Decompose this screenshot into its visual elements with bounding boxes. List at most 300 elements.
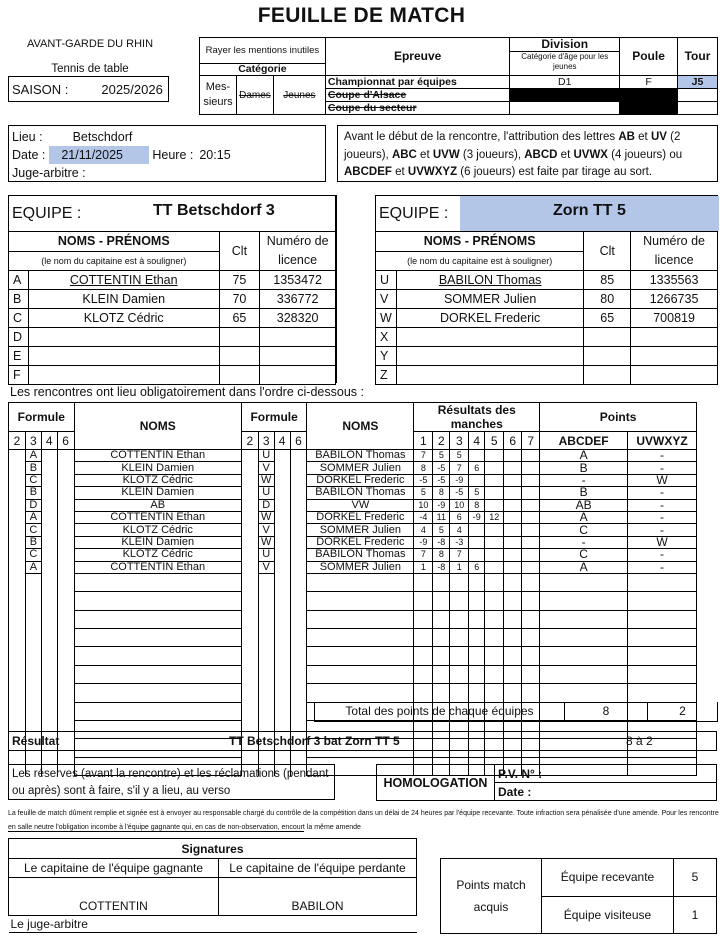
match-row (9, 524, 697, 536)
set-score[interactable]: -8 (433, 536, 450, 548)
formule-col-away: 4 (274, 432, 290, 450)
set-score[interactable] (522, 561, 540, 573)
formule-col-home: 4 (41, 432, 57, 450)
set-score[interactable] (485, 561, 504, 573)
player-licence[interactable]: 700819 (631, 309, 718, 328)
match-row (9, 450, 697, 462)
formule-header-away: Formule (241, 403, 307, 432)
set-score[interactable] (522, 511, 540, 523)
away-team-panel (375, 195, 718, 383)
match-row (9, 665, 697, 683)
player-clt[interactable] (219, 366, 260, 385)
home-letter[interactable]: A (25, 561, 41, 573)
player-clt[interactable] (219, 347, 260, 366)
formule-col-home: 2 (9, 432, 26, 450)
set-score[interactable] (504, 536, 522, 548)
season-box (8, 76, 169, 102)
points-home[interactable]: C (540, 549, 628, 561)
away-player[interactable]: DORKEL Frederic (307, 511, 414, 523)
set-score[interactable]: 5 (414, 487, 433, 499)
signatures-table (8, 838, 417, 933)
set-score[interactable]: 7 (414, 450, 433, 462)
set-score[interactable]: 10 (414, 499, 433, 511)
result-score: 8 à 2 (626, 734, 653, 748)
set-col-header: 4 (469, 432, 485, 450)
winner-captain-label: Le capitaine de l'équipe gagnante (9, 859, 219, 878)
set-score[interactable] (504, 561, 522, 573)
player-row (376, 309, 718, 328)
noms-header: NOMS - PRÉNOMS (376, 232, 584, 252)
noms-header: NOMS - PRÉNOMS (9, 232, 220, 252)
player-clt[interactable] (219, 328, 260, 347)
match-row (9, 592, 697, 610)
clt-header: Clt (219, 232, 260, 271)
home-letter[interactable]: C (25, 474, 41, 486)
cat-jeunes[interactable]: Jeunes (273, 76, 325, 115)
home-label: Équipe recevante (542, 859, 674, 897)
epreuve-coupe-secteur: Coupe du secteur (325, 102, 510, 115)
set-col-header: 1 (414, 432, 433, 450)
home-letter[interactable]: B (25, 487, 41, 499)
formule-col-home: 6 (57, 432, 74, 450)
set-score[interactable] (469, 450, 485, 462)
set-score[interactable]: 6 (450, 511, 469, 523)
set-score[interactable]: 11 (433, 511, 450, 523)
poule-header: Poule (620, 38, 678, 76)
date-value[interactable]: 21/11/2025 (49, 146, 149, 164)
match-row (9, 629, 697, 647)
set-score[interactable]: 4 (414, 524, 433, 536)
set-score[interactable] (485, 487, 504, 499)
set-score[interactable] (485, 524, 504, 536)
set-score[interactable]: 4 (450, 524, 469, 536)
player-licence[interactable]: 1335563 (631, 271, 718, 290)
result-box (8, 731, 717, 751)
noms-sub: (le nom du capitaine est à souligner) (9, 251, 220, 271)
player-row (376, 328, 718, 347)
points-away[interactable]: - (628, 511, 697, 523)
points-match-label: Points match acquis (441, 859, 542, 934)
set-score[interactable] (522, 536, 540, 548)
season-label: SAISON : (12, 81, 69, 97)
away-letter[interactable]: D (258, 499, 274, 511)
home-team-name[interactable]: TT Betschdorf 3 (153, 202, 275, 219)
points-home[interactable]: B (540, 487, 628, 499)
set-score[interactable]: 8 (433, 487, 450, 499)
equipe-label: EQUIPE : (379, 204, 449, 222)
points-away[interactable]: - (628, 499, 697, 511)
player-row (376, 366, 718, 385)
set-score[interactable] (485, 450, 504, 462)
player-row (9, 328, 336, 347)
formule-col-away: 6 (290, 432, 307, 450)
player-row (376, 347, 718, 366)
player-clt[interactable]: 70 (219, 290, 260, 309)
player-row (9, 271, 336, 290)
categorie-header: Catégorie (200, 64, 326, 76)
cat-dames[interactable]: Dames (236, 76, 273, 115)
away-letter[interactable]: W (258, 474, 274, 486)
home-letter[interactable]: A (25, 450, 41, 462)
points-away[interactable]: - (628, 462, 697, 474)
epreuve-coupe-alsace: Coupe d'Alsace (325, 89, 510, 102)
blocked-cell (620, 89, 678, 102)
total-away: 2 (648, 702, 718, 721)
match-row (9, 561, 697, 573)
home-team-table (8, 195, 336, 385)
formule-col-home: 3 (25, 432, 41, 450)
set-col-header: 3 (450, 432, 469, 450)
away-points[interactable]: 1 (674, 896, 717, 934)
away-team-table (375, 195, 718, 385)
player-clt[interactable]: 85 (584, 271, 631, 290)
set-score[interactable]: 8 (433, 549, 450, 561)
set-score[interactable] (522, 549, 540, 561)
set-score[interactable] (504, 474, 522, 486)
reserves-note: Les réserves (avant la rencontre) et les réclamations (pendant ou après) sont à faire, s'il y a lieu, au verso (8, 764, 335, 800)
match-row (9, 474, 697, 486)
blocked-cell (620, 102, 678, 115)
points-header: Points (540, 403, 697, 432)
match-row (9, 647, 697, 665)
blocked-cell (510, 89, 620, 102)
result-text: TT Betschdorf 3 bat Zorn TT 5 (229, 734, 400, 748)
empty-cell (678, 89, 718, 102)
home-player[interactable]: KLOTZ Cédric (74, 474, 241, 486)
noms-header-home: NOMS (74, 403, 241, 450)
empty-cell (678, 102, 718, 115)
match-row (9, 462, 697, 474)
player-licence[interactable] (260, 347, 336, 366)
signatures-title: Signatures (9, 839, 417, 859)
set-score[interactable] (485, 474, 504, 486)
rayer-note: Rayer les mentions inutiles (200, 38, 326, 64)
player-row (9, 347, 336, 366)
set-score[interactable] (504, 511, 522, 523)
player-licence[interactable]: 336772 (260, 290, 336, 309)
home-letter[interactable]: B (25, 462, 41, 474)
epreuve-championnat: Championnat par équipes (325, 76, 510, 89)
equipe-label: EQUIPE : (12, 204, 82, 222)
player-licence[interactable] (631, 328, 718, 347)
points-home[interactable]: - (540, 536, 628, 548)
set-score[interactable] (522, 462, 540, 474)
away-player[interactable]: SOMMER Julien (307, 561, 414, 573)
points-home[interactable]: B (540, 462, 628, 474)
set-score[interactable] (469, 536, 485, 548)
match-row (9, 610, 697, 628)
set-score[interactable]: 7 (414, 549, 433, 561)
away-player[interactable]: BABILON Thomas (307, 549, 414, 561)
away-letter[interactable]: V (258, 462, 274, 474)
set-score[interactable]: 8 (469, 499, 485, 511)
player-letter: Z (376, 366, 397, 385)
set-score[interactable]: -3 (450, 536, 469, 548)
away-player[interactable]: VW (307, 499, 414, 511)
loser-captain-label: Le capitaine de l'équipe perdante (219, 859, 417, 878)
points-away[interactable]: - (628, 524, 697, 536)
sport-label: Tennis de table (51, 63, 129, 75)
set-score[interactable] (504, 499, 522, 511)
set-score[interactable] (504, 549, 522, 561)
player-licence[interactable] (260, 328, 336, 347)
clt-header: Clt (584, 232, 631, 271)
order-note: Les rencontres ont lieu obligatoirement dans l'ordre ci-dessous : (10, 385, 364, 399)
set-score[interactable] (485, 499, 504, 511)
homologation-date-label[interactable]: Date : (495, 783, 717, 801)
set-score[interactable] (522, 499, 540, 511)
club-name: AVANT-GARDE DU RHIN (26, 38, 154, 50)
player-letter: U (376, 271, 397, 290)
set-score[interactable] (522, 524, 540, 536)
match-row (9, 573, 697, 591)
player-licence[interactable]: 1266735 (631, 290, 718, 309)
home-player[interactable]: COTTENTIN Ethan (74, 511, 241, 523)
player-row (9, 309, 336, 328)
points-away[interactable]: - (628, 487, 697, 499)
away-letter[interactable]: V (258, 561, 274, 573)
points-home[interactable]: C (540, 524, 628, 536)
away-player[interactable]: SOMMER Julien (307, 524, 414, 536)
away-team-name[interactable]: Zorn TT 5 (553, 202, 626, 219)
away-label: Équipe visiteuse (542, 896, 674, 934)
player-licence[interactable]: 1353472 (260, 271, 336, 290)
player-letter: W (376, 309, 397, 328)
set-score[interactable] (504, 524, 522, 536)
match-row (9, 511, 697, 523)
set-score[interactable] (469, 524, 485, 536)
winner-signature[interactable]: COTTENTIN (9, 878, 219, 916)
set-score[interactable] (485, 462, 504, 474)
player-letter: V (376, 290, 397, 309)
set-score[interactable] (504, 487, 522, 499)
player-clt[interactable] (584, 328, 631, 347)
player-name[interactable]: BABILON Thomas (438, 273, 542, 287)
set-score[interactable]: 10 (450, 499, 469, 511)
set-score[interactable]: 7 (450, 462, 469, 474)
noms-header-away: NOMS (307, 403, 414, 450)
player-row (376, 271, 718, 290)
set-col-header: 6 (504, 432, 522, 450)
player-name[interactable]: COTTENTIN Ethan (69, 273, 178, 287)
away-player[interactable]: BABILON Thomas (307, 487, 414, 499)
away-letter[interactable]: W (258, 511, 274, 523)
season-value[interactable]: 2025/2026 (101, 81, 163, 97)
licence-header: Numéro de licence (260, 232, 336, 271)
set-score[interactable]: 1 (414, 561, 433, 573)
loser-signature[interactable]: BABILON (219, 878, 417, 916)
set-score[interactable] (469, 474, 485, 486)
set-score[interactable]: -4 (414, 511, 433, 523)
home-letter[interactable]: C (25, 524, 41, 536)
points-home[interactable]: A (540, 511, 628, 523)
player-clt[interactable]: 75 (219, 271, 260, 290)
venue-box (8, 125, 326, 182)
player-name[interactable]: KLEIN Damien (82, 292, 166, 306)
home-player[interactable]: AB (74, 499, 241, 511)
away-player[interactable]: DORKEL Frederic (307, 474, 414, 486)
set-score[interactable]: 5 (433, 524, 450, 536)
resultats-header: Résultats des manches (414, 403, 540, 432)
home-player[interactable]: KLEIN Damien (74, 536, 241, 548)
set-score[interactable]: 8 (414, 462, 433, 474)
points-away[interactable]: - (628, 561, 697, 573)
points-away-header: UVWXYZ (628, 432, 697, 450)
player-clt[interactable] (584, 366, 631, 385)
set-score[interactable]: -8 (433, 561, 450, 573)
set-score[interactable] (522, 450, 540, 462)
away-player[interactable]: DORKEL Frederic (307, 536, 414, 548)
home-points[interactable]: 5 (674, 859, 717, 897)
poule-value[interactable]: F (620, 76, 678, 89)
set-score[interactable]: -9 (450, 474, 469, 486)
points-away[interactable]: - (628, 549, 697, 561)
noms-sub: (le nom du capitaine est à souligner) (376, 251, 584, 271)
result-label: Résultat (12, 734, 60, 748)
player-name[interactable]: KLOTZ Cédric (83, 311, 164, 325)
lieu-value[interactable]: Betschdorf (72, 130, 133, 144)
tour-header: Tour (678, 38, 718, 76)
home-team-panel (8, 195, 337, 383)
away-player[interactable]: BABILON Thomas (307, 450, 414, 462)
points-home[interactable]: A (540, 450, 628, 462)
away-letter[interactable]: U (258, 450, 274, 462)
set-score[interactable]: -5 (433, 462, 450, 474)
points-home[interactable]: AB (540, 499, 628, 511)
set-score[interactable] (504, 462, 522, 474)
letter-attribution-note: Avant le début de la rencontre, l'attribution des lettres AB et UV (2 joueurs), ABC et UVW (3 joueurs), ABCD et UVWX (4 joueurs) ou ABCDEF et UVWXYZ (6 joueurs) est faite par tirage au sort. (337, 125, 718, 182)
home-letter[interactable]: C (25, 549, 41, 561)
match-row (9, 487, 697, 499)
set-score[interactable]: 5 (469, 487, 485, 499)
set-score[interactable]: 5 (450, 450, 469, 462)
fine-print: La feuille de match dûment remplie et signée est à envoyer au responsable chargé du contrôle de la compétition dans un délai de 24 heures par l'équipe recevante. Toute infraction sera pénalisée d'une amende. Pour les rencontre en salle neutre l'obligation incombe à l'équipe gagnante qui, en cas de non-observation, encourt la même amende (8, 810, 719, 831)
home-letter[interactable]: D (25, 499, 41, 511)
set-score[interactable]: 12 (485, 511, 504, 523)
set-score[interactable]: -5 (433, 474, 450, 486)
player-letter: Y (376, 347, 397, 366)
player-row (9, 366, 336, 385)
match-row (9, 549, 697, 561)
page-title: FEUILLE DE MATCH (257, 4, 466, 27)
home-letter[interactable]: A (25, 511, 41, 523)
competition-header (199, 37, 718, 115)
player-name[interactable]: DORKEL Frederic (440, 311, 541, 325)
lieu-label: Lieu : (12, 130, 43, 144)
set-score[interactable] (485, 536, 504, 548)
player-letter: D (9, 328, 29, 347)
division-sub: Catégorie d'âge pour les jeunes (521, 52, 609, 71)
set-col-header: 2 (433, 432, 450, 450)
set-score[interactable] (485, 549, 504, 561)
set-col-header: 5 (485, 432, 504, 450)
player-letter: C (9, 309, 29, 328)
set-score[interactable]: 6 (469, 561, 485, 573)
set-score[interactable]: -9 (414, 536, 433, 548)
player-licence[interactable] (631, 347, 718, 366)
set-score[interactable] (522, 474, 540, 486)
points-match-table (440, 858, 717, 934)
set-score[interactable]: 6 (469, 462, 485, 474)
home-player[interactable]: KLOTZ Cédric (74, 524, 241, 536)
formule-header-home: Formule (9, 403, 75, 432)
pv-label[interactable]: P.V. N° : (495, 765, 717, 783)
total-label: Total des points de chaque équipes (315, 702, 565, 721)
player-letter: F (9, 366, 29, 385)
heure-label: Heure : (152, 148, 194, 162)
set-score[interactable]: -5 (414, 474, 433, 486)
epreuve-header: Epreuve (325, 38, 510, 76)
match-row (9, 536, 697, 548)
player-letter: B (9, 290, 29, 309)
set-score[interactable] (522, 487, 540, 499)
home-player[interactable]: KLEIN Damien (74, 487, 241, 499)
player-licence[interactable] (260, 366, 336, 385)
home-player[interactable]: COTTENTIN Ethan (74, 561, 241, 573)
home-player[interactable]: COTTENTIN Ethan (74, 450, 241, 462)
home-player[interactable]: KLOTZ Cédric (74, 549, 241, 561)
player-clt[interactable] (584, 347, 631, 366)
player-licence[interactable]: 328320 (260, 309, 336, 328)
set-score[interactable]: -5 (450, 487, 469, 499)
points-home[interactable]: A (540, 561, 628, 573)
away-player[interactable]: SOMMER Julien (307, 462, 414, 474)
player-name[interactable]: SOMMER Julien (443, 292, 537, 306)
away-letter[interactable]: U (258, 549, 274, 561)
home-letter[interactable]: B (25, 536, 41, 548)
set-score[interactable]: 7 (450, 549, 469, 561)
points-home-header: ABCDEF (540, 432, 628, 450)
player-letter: E (9, 347, 29, 366)
player-licence[interactable] (631, 366, 718, 385)
juge-signature[interactable]: Le juge-arbitre (9, 916, 417, 933)
away-letter[interactable]: U (258, 487, 274, 499)
homologation-box (376, 764, 717, 801)
total-home: 8 (565, 702, 648, 721)
player-clt[interactable]: 65 (584, 309, 631, 328)
set-score[interactable]: -9 (433, 499, 450, 511)
juge-label: Juge-arbitre : (12, 166, 86, 180)
points-home[interactable]: - (540, 474, 628, 486)
total-row (314, 702, 718, 722)
set-score[interactable]: 5 (433, 450, 450, 462)
cat-messieurs[interactable]: Mes-sieurs (200, 76, 237, 115)
match-row (9, 499, 697, 511)
player-clt[interactable]: 80 (584, 290, 631, 309)
away-letter[interactable]: V (258, 524, 274, 536)
heure-value[interactable]: 20:15 (199, 148, 231, 162)
set-score[interactable]: 1 (450, 561, 469, 573)
set-score[interactable] (469, 549, 485, 561)
match-row (9, 684, 697, 702)
empty-cell (510, 102, 620, 115)
points-away[interactable]: W (628, 474, 697, 486)
set-col-header: 7 (522, 432, 540, 450)
player-row (376, 290, 718, 309)
set-score[interactable]: -9 (469, 511, 485, 523)
home-player[interactable]: KLEIN Damien (74, 462, 241, 474)
set-score[interactable] (504, 450, 522, 462)
player-row (9, 290, 336, 309)
away-letter[interactable]: W (258, 536, 274, 548)
points-away[interactable]: W (628, 536, 697, 548)
formule-col-away: 2 (241, 432, 258, 450)
tour-value[interactable]: J5 (678, 76, 718, 89)
division-value[interactable]: D1 (510, 76, 620, 89)
player-clt[interactable]: 65 (219, 309, 260, 328)
homologation-label: HOMOLOGATION (377, 765, 495, 801)
points-away[interactable]: - (628, 450, 697, 462)
